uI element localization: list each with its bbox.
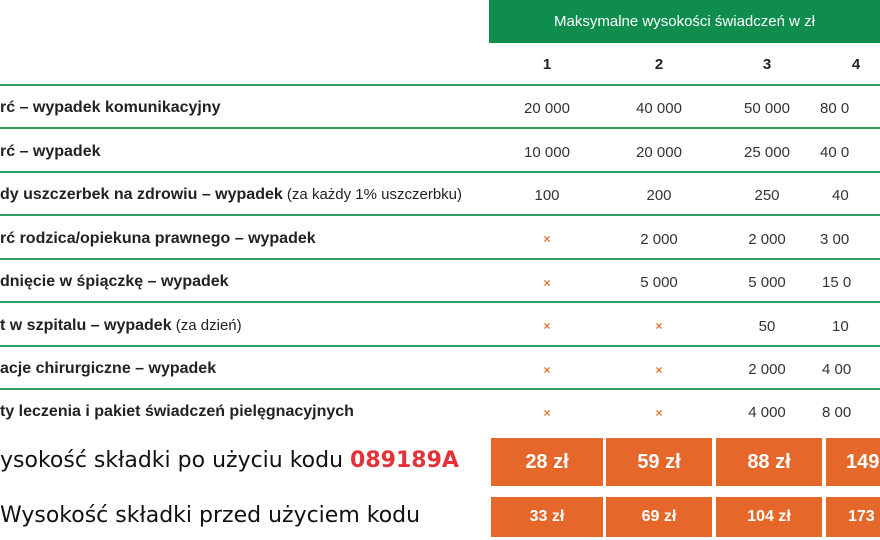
not-available-icon: × bbox=[543, 319, 551, 333]
row-label-death-traffic-accident: rć – wypadek komunikacyjny bbox=[0, 99, 221, 116]
row-label-parent-death: rć rodzica/opiekuna prawnego – wypadek bbox=[0, 230, 316, 247]
row-separator bbox=[0, 127, 880, 129]
table-cell: 20 000 bbox=[524, 100, 570, 117]
table-cell: 80 0 bbox=[820, 100, 850, 117]
row-label-treatment-costs: ty leczenia i pakiet świadczeń pielęgnacyjnych bbox=[0, 403, 354, 420]
table-cell: 40 000 bbox=[636, 100, 682, 117]
table-cell: 2 000 bbox=[748, 231, 786, 248]
table-cell: 4 00 bbox=[822, 361, 852, 378]
price-after-1: 28 zł bbox=[491, 438, 603, 486]
row-separator bbox=[0, 258, 880, 260]
row-separator bbox=[0, 214, 880, 216]
row-separator bbox=[0, 301, 880, 303]
table-cell: 2 000 bbox=[748, 361, 786, 378]
row-separator bbox=[0, 171, 880, 173]
table-cell: 50 bbox=[758, 318, 776, 335]
table-cell: 3 00 bbox=[820, 231, 850, 248]
table-cell: 5 000 bbox=[748, 274, 786, 291]
column-header-4: 4 bbox=[851, 56, 861, 73]
not-available-icon: × bbox=[655, 406, 663, 420]
price-before-code-label: Wysokość składki przed użyciem kodu bbox=[0, 503, 421, 528]
row-label-coma: dnięcie w śpiączkę – wypadek bbox=[0, 273, 229, 290]
not-available-icon: × bbox=[655, 319, 663, 333]
not-available-icon: × bbox=[543, 276, 551, 290]
row-label-health-injury: dy uszczerbek na zdrowiu – wypadek (za każdy 1% uszczerbku) bbox=[0, 186, 462, 203]
table-cell: 4 000 bbox=[748, 404, 786, 421]
price-after-4: 149 bbox=[826, 438, 880, 486]
table-cell: 40 bbox=[832, 187, 849, 204]
table-cell: 20 000 bbox=[636, 144, 682, 161]
row-label-surgery: acje chirurgiczne – wypadek bbox=[0, 360, 217, 377]
table-cell: 100 bbox=[534, 187, 560, 204]
price-after-code-label: ysokość składki po użyciu kodu 089189A bbox=[0, 448, 459, 473]
row-separator bbox=[0, 345, 880, 347]
row-label-death-accident: rć – wypadek bbox=[0, 143, 101, 160]
row-label-hospital-stay: t w szpitalu – wypadek (za dzień) bbox=[0, 317, 242, 334]
price-after-2: 59 zł bbox=[606, 438, 712, 486]
not-available-icon: × bbox=[655, 363, 663, 377]
not-available-icon: × bbox=[543, 363, 551, 377]
column-header-3: 3 bbox=[762, 56, 772, 73]
benefits-header-title: Maksymalne wysokości świadczeń w zł bbox=[554, 13, 815, 30]
column-header-1: 1 bbox=[542, 56, 552, 73]
price-before-1: 33 zł bbox=[491, 497, 603, 537]
table-cell: 8 00 bbox=[822, 404, 852, 421]
row-separator bbox=[0, 388, 880, 390]
benefits-header bbox=[489, 0, 880, 43]
table-cell: 25 000 bbox=[744, 144, 790, 161]
table-cell: 2 000 bbox=[640, 231, 678, 248]
not-available-icon: × bbox=[543, 406, 551, 420]
table-cell: 5 000 bbox=[640, 274, 678, 291]
table-cell: 50 000 bbox=[744, 100, 790, 117]
price-before-2: 69 zł bbox=[606, 497, 712, 537]
table-cell: 10 bbox=[832, 318, 849, 335]
price-after-3: 88 zł bbox=[716, 438, 822, 486]
price-before-3: 104 zł bbox=[716, 497, 822, 537]
table-cell: 10 000 bbox=[524, 144, 570, 161]
discount-code: 089189A bbox=[350, 448, 459, 473]
column-header-2: 2 bbox=[654, 56, 664, 73]
table-cell: 40 0 bbox=[820, 144, 850, 161]
row-separator bbox=[0, 84, 880, 86]
not-available-icon: × bbox=[543, 232, 551, 246]
table-cell: 15 0 bbox=[822, 274, 852, 291]
table-cell: 200 bbox=[646, 187, 672, 204]
table-cell: 250 bbox=[754, 187, 780, 204]
price-before-4: 173 bbox=[826, 497, 880, 537]
